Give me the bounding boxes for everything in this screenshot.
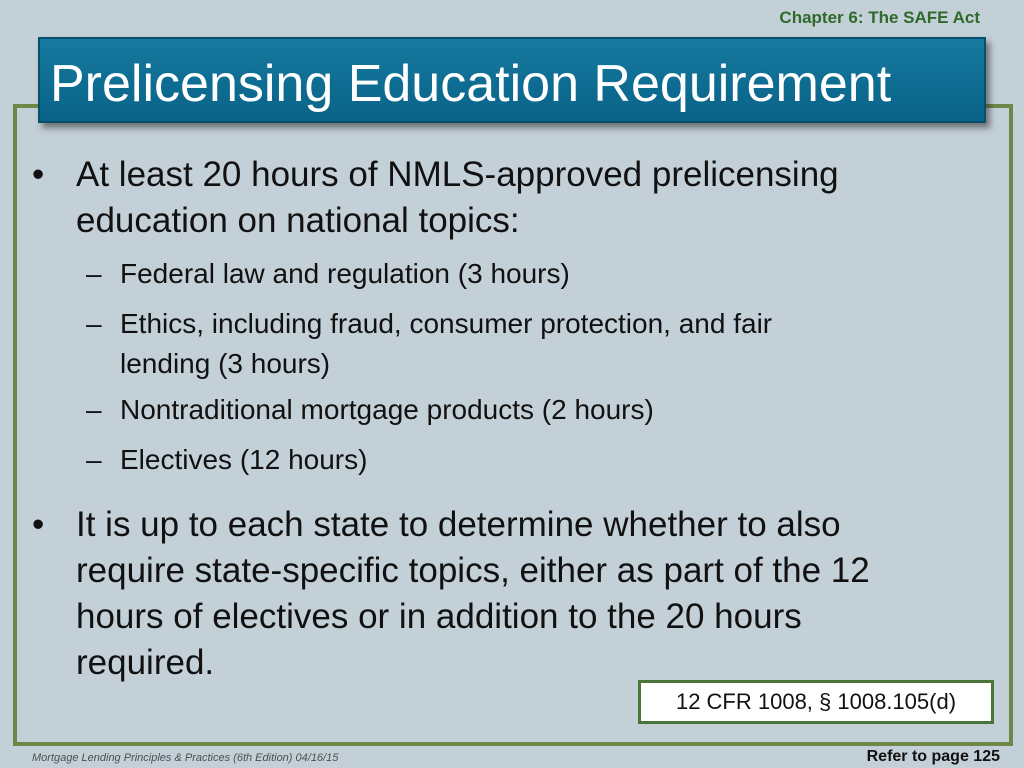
title-banner <box>38 37 986 123</box>
citation-box: 12 CFR 1008, § 1008.105(d) <box>638 680 994 724</box>
sub-bullet-marker: – <box>86 308 102 339</box>
sub-bullet-line: lending (3 hours) <box>120 348 331 379</box>
sub-bullet-marker: – <box>86 394 102 425</box>
bullet-item <box>32 152 992 244</box>
footer-page-reference: Refer to page 125 <box>866 748 1000 765</box>
bullet-line: required. <box>76 643 215 682</box>
bullet-item <box>32 502 992 686</box>
sub-bullet-marker: – <box>86 258 102 289</box>
slide-content <box>32 152 992 686</box>
sub-bullet-line: Ethics, including fraud, consumer protection, and fair <box>120 308 773 339</box>
sub-bullet-line: Federal law and regulation (3 hours) <box>120 258 570 289</box>
sub-bullet-item <box>32 440 992 480</box>
bullet-line: education on national topics: <box>76 201 520 240</box>
sub-bullet-line: Electives (12 hours) <box>120 444 368 475</box>
sub-bullet-item <box>32 390 992 430</box>
sub-bullet-item <box>32 304 992 384</box>
bullet-line: It is up to each state to determine whether to also <box>76 505 841 544</box>
bullet-line: At least 20 hours of NMLS-approved prelicensing <box>76 155 839 194</box>
chapter-label: Chapter 6: The SAFE Act <box>779 8 980 27</box>
sub-bullet-line: Nontraditional mortgage products (2 hours) <box>120 394 654 425</box>
sub-bullet-marker: – <box>86 444 102 475</box>
bullet-marker: • <box>32 155 45 194</box>
bullet-line: hours of electives or in addition to the 20 hours <box>76 597 802 636</box>
slide-title: Prelicensing Education Requirement <box>50 55 892 113</box>
sub-bullet-item <box>32 254 992 294</box>
bullet-marker: • <box>32 505 45 544</box>
footer-course-title: Mortgage Lending Principles & Practices (6th Edition) 04/16/15 <box>32 752 339 764</box>
bullet-line: require state-specific topics, either as part of the 12 <box>76 551 870 590</box>
